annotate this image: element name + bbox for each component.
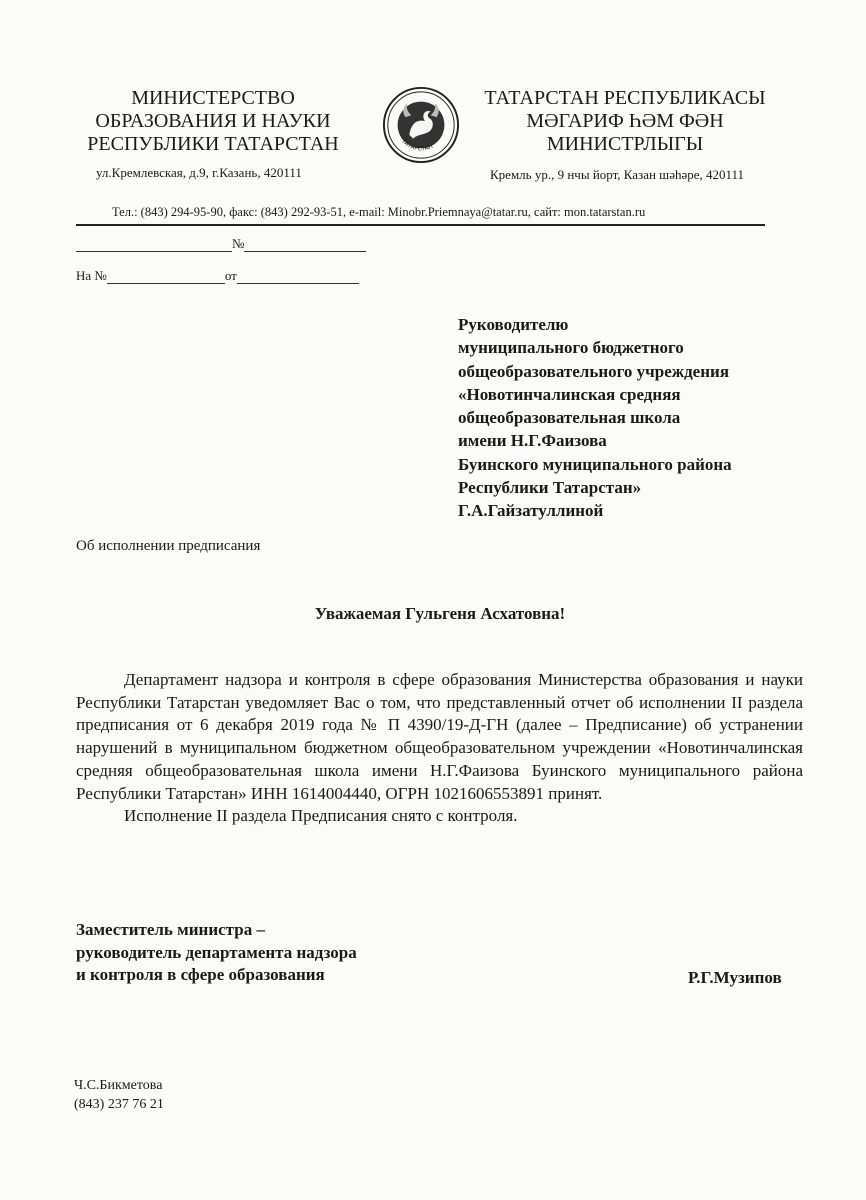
- number-label: №: [232, 236, 245, 251]
- salutation: Уважаемая Гульгеня Асхатовна!: [314, 604, 566, 623]
- letter-subject: Об исполнении предписания: [76, 538, 261, 554]
- addressee-line: общеобразовательного учреждения: [458, 361, 730, 381]
- addressee-line: общеобразовательная школа: [458, 408, 681, 428]
- addressee-line: муниципального бюджетного: [458, 338, 684, 358]
- ministry-name-line: ТАТАРСТАН РЕСПУБЛИКАСЫ: [484, 87, 766, 109]
- ministry-address-russian: ул.Кремлевская, д.9, г.Казань, 420111: [96, 165, 302, 180]
- emblem-ring-text: ТАТАРСТАН: [399, 138, 434, 153]
- signatory-position-line: руководитель департамента надзора: [76, 942, 357, 962]
- outgoing-number-blank: [244, 237, 366, 252]
- ministry-name-tatar: [484, 87, 766, 156]
- ministry-name-line: МИНИСТРЛЫГЫ: [546, 133, 704, 155]
- tatarstan-coat-of-arms-icon: [382, 86, 460, 169]
- ministry-name-line: МӘГАРИФ ҺӘМ ФӘН: [526, 110, 724, 132]
- ministry-name-line: РЕСПУБЛИКИ ТАТАРСТАН: [87, 133, 339, 155]
- signatory-name: Р.Г.Музипов: [688, 968, 782, 987]
- addressee-line: Руководителю: [458, 315, 569, 334]
- ministry-name-line: МИНИСТЕРСТВО: [131, 87, 295, 109]
- reply-number-label: На №: [76, 268, 107, 283]
- contacts-line: Тел.: (843) 294-95-90, факс: (843) 292-93-51, e-mail: Minobr.Priemnaya@tatar.ru, сайт: mon.tatarstan.ru: [112, 205, 646, 219]
- addressee-line: Буинского муниципального района: [458, 454, 732, 474]
- ministry-name-russian: [82, 87, 344, 156]
- addressee-line: «Новотинчалинская средняя: [458, 384, 681, 404]
- reply-reference-field: [76, 268, 359, 284]
- executor-phone: (843) 237 76 21: [74, 1097, 164, 1112]
- reply-number-blank: [107, 269, 225, 284]
- addressee-line: имени Н.Г.Фаизова: [458, 431, 607, 451]
- ministry-name-line: ОБРАЗОВАНИЯ И НАУКИ: [95, 110, 331, 132]
- header-divider: [76, 224, 765, 226]
- addressee-block: [458, 313, 732, 523]
- body-paragraph: Департамент надзора и контроля в сфере образования Министерства образования и науки Республики Татарстан уведомляет Вас о том, что представленный отчет об исполнении II раздела предписания от 6 декабря 2019 года № П 4390/19-Д-ГН (далее – Предписание) об устранении нарушений в муниципальном бюджетном общеобразовательном учреждении «Новотинчалинская средняя общеобразовательная школа имени Н.Г.Фаизова Буинского муниципального района Республики Татарстан» ИНН 1614004440, ОГРН 1021606553891 принят.: [76, 670, 803, 803]
- executor-name: Ч.С.Бикметова: [74, 1078, 163, 1093]
- body-paragraph: Исполнение II раздела Предписания снято с контроля.: [124, 806, 518, 826]
- signatory-position: [76, 919, 357, 987]
- outgoing-number-field: [76, 236, 366, 252]
- ministry-address-tatar: Кремль ур., 9 нчы йорт, Казан шәһәре, 420111: [490, 167, 745, 182]
- signatory-position-line: Заместитель министра –: [76, 920, 265, 939]
- addressee-line: Республики Татарстан»: [458, 478, 642, 498]
- reply-date-blank: [237, 269, 359, 284]
- executor-info: [74, 1076, 164, 1114]
- signatory-position-line: и контроля в сфере образования: [76, 965, 325, 984]
- reply-from-label: от: [224, 268, 237, 283]
- letter-body: [76, 669, 803, 828]
- addressee-line: Г.А.Гайзатуллиной: [458, 501, 604, 521]
- outgoing-date-blank: [76, 237, 232, 252]
